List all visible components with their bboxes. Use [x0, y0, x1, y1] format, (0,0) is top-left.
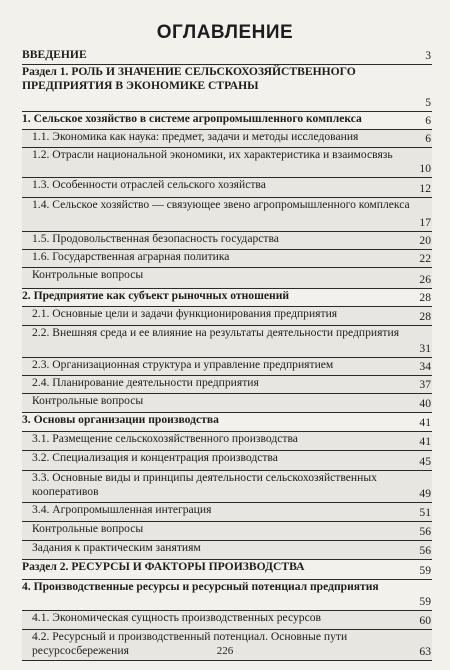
toc-entry-title: 1. Сельское хозяйство в системе агропромышленного комплекса	[22, 112, 362, 125]
toc-entry-title: 3.3. Основные виды и принципы деятельности сельскохозяйственных кооперативов	[32, 471, 377, 499]
toc-entry-page: 56	[419, 524, 431, 538]
toc-entry-page: 56	[419, 543, 431, 557]
toc-entry-page: 10	[419, 161, 431, 175]
toc-entry	[22, 326, 432, 358]
toc-entry-title: Контрольные вопросы	[32, 522, 144, 535]
toc-entry	[22, 358, 432, 376]
toc-entry	[22, 376, 432, 394]
toc-entry-page: 59	[419, 563, 431, 577]
toc-entry-title: Раздел 1. РОЛЬ И ЗНАЧЕНИЕ СЕЛЬСКОХОЗЯЙСТВЕННОГО ПРЕДПРИЯТИЯ В ЭКОНОМИКЕ СТРАНЫ	[22, 65, 356, 93]
toc-entry	[22, 65, 432, 112]
toc-entry	[22, 307, 432, 326]
toc-entry-title: 3.4. Агропромышленная интеграция	[32, 503, 212, 516]
toc-entry-page: 3	[425, 48, 431, 62]
toc-entry	[22, 471, 432, 503]
toc-entry-page: 31	[419, 341, 431, 355]
toc-entry	[22, 48, 432, 65]
toc-entry	[22, 503, 432, 522]
toc-entry-title: 4. Производственные ресурсы и ресурсный потенциал предприятия	[22, 580, 379, 593]
toc-entry-page: 28	[419, 309, 431, 323]
toc-entry	[22, 611, 432, 630]
toc-entry-page: 28	[419, 290, 431, 304]
toc-entry	[22, 522, 432, 541]
toc-entry	[22, 178, 432, 198]
toc-entry-page: 22	[419, 251, 431, 265]
toc-entry-title: Контрольные вопросы	[32, 268, 144, 281]
toc-entry-title: 1.1. Экономика как наука: предмет, задачи и методы исследования	[32, 130, 359, 143]
toc-entry-page: 37	[419, 377, 431, 391]
toc-entry-title: 4.2. Ресурсный и производственный потенциал. Основные пути ресурсосбережения	[32, 630, 348, 658]
toc-entry	[22, 289, 432, 307]
toc-entry-page: 6	[425, 131, 431, 145]
toc-entry	[22, 198, 432, 232]
toc-entry-title: 2.1. Основные цели и задачи функционирования предприятия	[32, 307, 338, 320]
toc-entry-page: 60	[419, 613, 431, 627]
toc-entry	[22, 394, 432, 413]
toc-entry-title: 1.6. Государственная аграрная политика	[32, 250, 230, 263]
toc-entry-title: Раздел 2. РЕСУРСЫ И ФАКТОРЫ ПРОИЗВОДСТВА	[22, 560, 305, 573]
toc-entry	[22, 130, 432, 148]
toc-entry-title: Контрольные вопросы	[32, 394, 144, 407]
toc-entry-page: 40	[419, 396, 431, 410]
toc-entry-title: 2.4. Планирование деятельности предприятия	[32, 376, 259, 389]
toc-entry	[22, 560, 432, 580]
toc-entry-page: 49	[419, 486, 431, 500]
toc-entry	[22, 232, 432, 250]
toc-entry-page: 41	[419, 415, 431, 429]
toc-entry-title: 3.1. Размещение сельскохозяйственного производства	[32, 432, 298, 445]
toc-entry	[22, 112, 432, 130]
toc-entry-title: 1.4. Сельское хозяйство — связующее звено агропромышленного комплекса	[32, 198, 410, 211]
toc-entry-title: 3.2. Специализация и концентрация производства	[32, 451, 278, 464]
toc-entry-title: 2.3. Организационная структура и управление предприятием	[32, 358, 334, 371]
toc-entry-page: 34	[419, 359, 431, 373]
toc-entry-page: 17	[419, 215, 431, 229]
toc-entry-title: Задания к практическим занятиям	[32, 541, 201, 554]
toc-entry	[22, 413, 432, 432]
toc-entry-page: 41	[419, 434, 431, 448]
toc-entry	[22, 580, 432, 611]
toc-entry-title: 4.1. Экономическая сущность производственных ресурсов	[32, 611, 321, 624]
page-number: 226	[216, 645, 234, 657]
toc-entry-title: ВВЕДЕНИЕ	[22, 48, 87, 61]
toc-entry-title: 2.2. Внешняя среда и ее влияние на результаты деятельности предприятия	[32, 326, 400, 339]
toc-entry-page: 5	[425, 95, 431, 109]
toc-entry	[22, 250, 432, 268]
toc-entry	[22, 541, 432, 560]
table-of-contents	[22, 48, 432, 661]
toc-entry	[22, 432, 432, 451]
toc-entry	[22, 148, 432, 178]
toc-entry-title: 3. Основы организации производства	[22, 413, 219, 426]
toc-entry-page: 26	[419, 272, 431, 286]
page-title: ОГЛАВЛЕНИЕ	[156, 22, 294, 43]
toc-entry	[22, 268, 432, 289]
toc-entry-page: 45	[419, 454, 431, 468]
toc-entry-page: 12	[419, 181, 431, 195]
toc-entry-page: 63	[419, 644, 431, 658]
toc-entry-title: 1.5. Продовольственная безопасность государства	[32, 232, 279, 245]
toc-entry	[22, 451, 432, 471]
toc-entry-page: 59	[419, 594, 431, 608]
toc-entry-page: 20	[419, 233, 431, 247]
toc-entry-page: 6	[425, 113, 431, 127]
toc-entry-title: 1.3. Особенности отраслей сельского хозяйства	[32, 178, 266, 191]
toc-entry-title: 2. Предприятие как субъект рыночных отношений	[22, 289, 290, 302]
toc-entry-title: 1.2. Отрасли национальной экономики, их характеристика и взаимосвязь	[32, 148, 393, 161]
toc-entry-page: 51	[419, 505, 431, 519]
